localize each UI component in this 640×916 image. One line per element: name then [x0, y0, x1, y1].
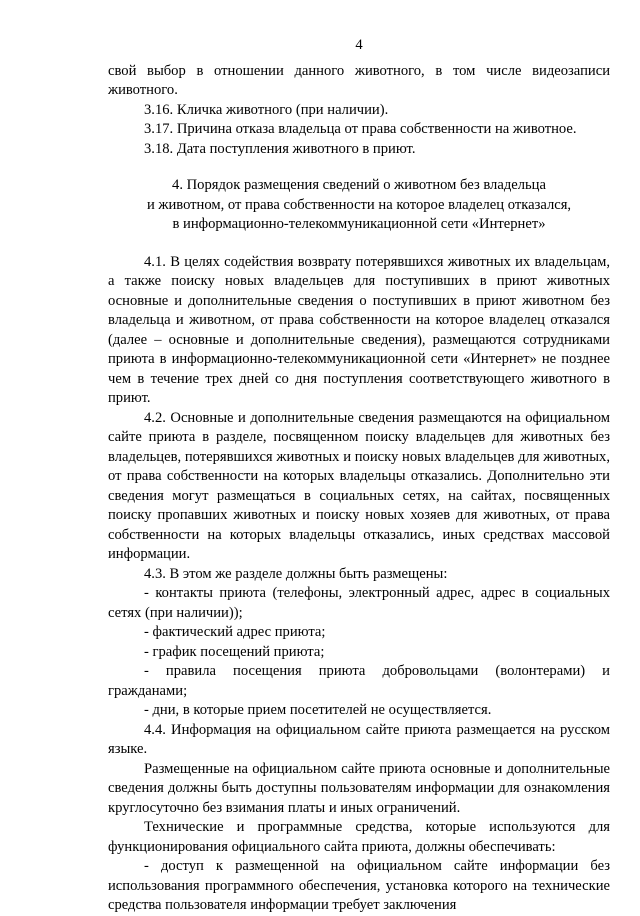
list-item-access: - доступ к размещенной на официальном сайте информации без использования программного обеспечения, установка которого на технические средства пользователя информации требует заключения	[108, 858, 610, 913]
paragraph-4-1: 4.1. В целях содействия возврату потерявшихся животных их владельцам, а также поиску новых владельцев для поступивших в приют животных основные и дополнительные сведения о поступивших в приют животном без владельца и животном, от права собственности на которое владелец отказался (далее – основные и дополнительные сведения), размещаются сотрудниками приюта в информационно-телекоммуникационной сети «Интернет» не позднее чем в течение трех дней со дня поступления соответствующего животного в приют.	[108, 253, 610, 406]
heading-line-3: в информационно-телекоммуникационной сети «Интернет»	[172, 216, 546, 232]
intro-tail-paragraph: свой выбор в отношении данного животного, в том числе видеозаписи животного.	[108, 62, 610, 98]
heading-line-2: и животном, от права собственности на которое владелец отказался,	[146, 196, 572, 213]
item-3-18: 3.18. Дата поступления животного в приют.	[144, 140, 416, 157]
document-page	[108, 36, 610, 916]
paragraph-4-3: 4.3. В этом же разделе должны быть размещены:	[144, 565, 448, 582]
paragraph-4-4: 4.4. Информация на официальном сайте приюта размещается на русском языке.	[108, 721, 610, 757]
list-item-visit-rules: - правила посещения приюта добровольцами (волонтерами) и гражданами;	[108, 663, 610, 699]
page-number: 4	[355, 37, 363, 53]
section-4-heading	[108, 176, 610, 235]
list-item-contacts: - контакты приюта (телефоны, электронный адрес, адрес в социальных сетях (при наличии));	[108, 585, 610, 621]
paragraph-4-2: 4.2. Основные и дополнительные сведения размещаются на официальном сайте приюта в разделе, посвященном поиску владельцев для животных без владельцев, потерявшихся животных и поиску новых владельцев для животных, от права собственности на которых владельцы отказались. Дополнительно эти сведения могут размещаться в социальных сетях, на сайтах, посвященных поиску пропавших животных и поиску новых хозяев для животных, от права собственности на которых владельцы отказались, иных средствах массовой информации.	[108, 409, 610, 562]
list-item-schedule: - график посещений приюта;	[144, 643, 325, 660]
paragraph-availability: Размещенные на официальном сайте приюта основные и дополнительные сведения должны быть доступны пользователям информации для ознакомления круглосуточно без взимания платы и иных ограничений.	[108, 760, 610, 816]
list-item-address: - фактический адрес приюта;	[144, 624, 326, 640]
item-3-17: 3.17. Причина отказа владельца от права собственности на животное.	[144, 121, 577, 137]
list-item-closed-days: - дни, в которые прием посетителей не осуществляется.	[144, 702, 492, 718]
paragraph-technical-means: Технические и программные средства, которые используются для функционирования официального сайта приюта, должны обеспечивать:	[108, 819, 610, 855]
heading-line-1: 4. Порядок размещения сведений о животном без владельца	[172, 177, 546, 193]
item-3-16: 3.16. Кличка животного (при наличии).	[144, 101, 389, 118]
